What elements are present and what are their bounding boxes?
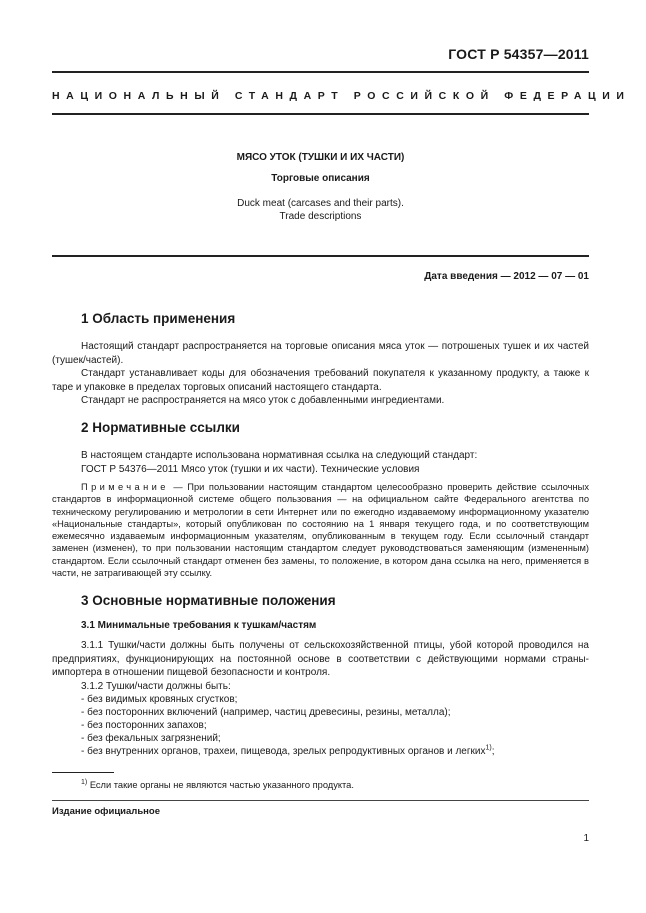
note-body: — При пользовании настоящим стандартом целесообразно проверить действие ссылочных стандартов в информационной системе общего пользования — на официальном сайте Федерального агентства по техническому регулированию и метрологии в сети Интернет или по ежегодно издаваемому информационному указателю «Национальные стандарты», который опубликован по состоянию на 1 января текущего года, и по соответствующим ежемесячно издаваемым информационным указателям, опубликованным в текущем году. Если ссылочный стандарт заменен (изменен), то при пользовании настоящим стандартом следует руководствоваться заменяющим (измененным) стандартом. Если ссылочный стандарт отменен без замены, то положение, в котором дана ссылка на него, применяется в части, не затрагивающей эту ссылку. [52, 482, 589, 579]
footnote-mark: 1) [81, 778, 88, 786]
section-1-paragraph-2: Стандарт устанавливает коды для обозначения требований покупателя к указанному продукту, а также к таре и упаковке в пределах торговых описаний настоящего стандарта. [52, 368, 589, 393]
page-number: 1 [583, 833, 589, 844]
header-rule [52, 71, 589, 73]
section-2-heading: 2 Нормативные ссылки [81, 420, 240, 435]
section-1-paragraph-1: Настоящий стандарт распространяется на торговые описания мяса уток — потрошеных тушек и их частей (тушек/частей). [52, 341, 589, 366]
note-lead: Примечание [81, 482, 169, 492]
document-title: МЯСО УТОК (ТУШКИ И ИХ ЧАСТИ) [236, 152, 405, 163]
requirement-item-1: - без видимых кровяных сгустков; [81, 694, 238, 705]
requirement-item-2: - без посторонних включений (например, частиц древесины, резины, металла); [81, 707, 451, 718]
english-title-line-1: Duck meat (carcases and their parts). [237, 198, 404, 209]
requirement-item-5-tail: ; [491, 746, 495, 757]
section-2-paragraph-1: В настоящем стандарте использована нормативная ссылка на следующий стандарт: [81, 450, 478, 461]
edition-label: Издание официальное [52, 806, 160, 817]
title-rule [52, 255, 589, 257]
english-title [52, 197, 589, 223]
requirement-item-5-text: - без внутренних органов, трахеи, пищевода, зрелых репродуктивных органов и легких [81, 746, 486, 757]
clause-3-1-2: 3.1.2 Тушки/части должны быть: [81, 681, 231, 692]
gost-code: ГОСТ Р 54357—2011 [448, 46, 589, 62]
section-1-paragraph-3: Стандарт не распространяется на мясо уток с добавленными ингредиентами. [81, 395, 445, 406]
requirement-item-4: - без фекальных загрязнений; [81, 733, 221, 744]
section-2-reference: ГОСТ Р 54376—2011 Мясо уток (тушки и их части). Технические условия [81, 464, 420, 475]
clause-3-1-1: 3.1.1 Тушки/части должны быть получены от сельскохозяйственной птицы, убой которой проводился на предприятиях, функционирующих на постоянной основе в соответствии с действующими нормами страны-импортера в отношении пищевой безопасности и контроля. [52, 640, 589, 679]
footer-rule [52, 800, 589, 801]
national-standard-banner: НАЦИОНАЛЬНЫЙ СТАНДАРТ РОССИЙСКОЙ ФЕДЕРАЦИИ [52, 90, 631, 102]
footnote-rule [52, 772, 114, 773]
section-3-heading: 3 Основные нормативные положения [81, 593, 336, 608]
footnote-text: Если такие органы не являются частью указанного продукта. [87, 780, 354, 790]
footnote [81, 780, 354, 790]
footnote-reference[interactable]: 1) [485, 744, 492, 752]
section-1-heading: 1 Область применения [81, 311, 236, 326]
requirement-item-3: - без посторонних запахов; [81, 720, 207, 731]
document-subtitle: Торговые описания [271, 173, 370, 184]
intro-date: Дата введения — 2012 — 07 — 01 [424, 271, 589, 282]
section-3-1-heading: 3.1 Минимальные требования к тушкам/частям [81, 620, 317, 631]
section-2-note [52, 481, 589, 579]
english-title-line-2: Trade descriptions [279, 211, 362, 222]
requirement-item-5 [81, 745, 495, 759]
banner-rule [52, 113, 589, 115]
